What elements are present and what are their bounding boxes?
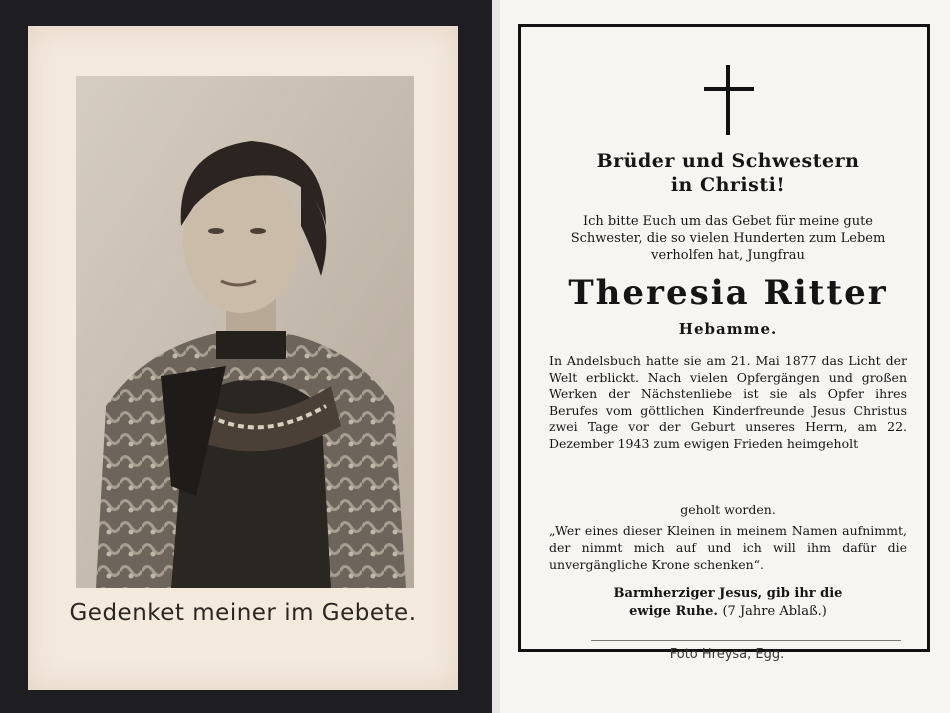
closing-prayer (549, 585, 907, 621)
photo-credit: Foto Hreysa, Egg. (669, 647, 785, 662)
biography-end: geholt worden. (680, 502, 776, 517)
greeting (549, 149, 907, 197)
cross-icon (704, 65, 754, 135)
prayer-line-1: Barmherziger Jesus, gib ihr die (613, 586, 843, 601)
deceased-name: Theresia Ritter (568, 273, 888, 313)
scripture-quote: „Wer eines dieser Kleinen in meinem Namen aufnimmt, der nimmt mich auf und ich will ihm dafür die unvergängliche Krone schenken“. (549, 523, 907, 572)
prayer-request: Ich bitte Euch um das Gebet für meine gute Schwester, die so vielen Hunderten zum Lebem verholfen hat, Jungfrau (570, 214, 886, 263)
greeting-line-2: in Christi! (670, 174, 786, 196)
prayer-caption: Gedenket meiner im Gebete. (69, 600, 417, 626)
prayer-line-2: ewige Ruhe. (629, 604, 718, 619)
biography: In Andelsbuch hatte sie am 21. Mai 1877 das Licht der Welt erblickt. Nach vielen Opfergängen und großen Werken der Nächstenliebe ist sie als Opfer ihres Berufes vom göttlichen Kinderfreunde Jesus Christus zwei Tage vor der Geburt unseres Herrn, am 22. Dezember 1943 zum ewigen Frieden heimgeholt (549, 353, 907, 451)
greeting-line-1: Brüder und Schwestern (596, 150, 860, 172)
separator-line (591, 640, 901, 641)
indulgence-note: (7 Jahre Ablaß.) (722, 604, 827, 619)
portrait-illustration (76, 76, 414, 588)
card-paper (28, 26, 458, 690)
portrait-photo (76, 76, 414, 588)
card-divider (492, 0, 500, 713)
right-memorial-card (500, 0, 950, 713)
profession: Hebamme. (678, 320, 778, 338)
mourning-border (518, 24, 930, 662)
